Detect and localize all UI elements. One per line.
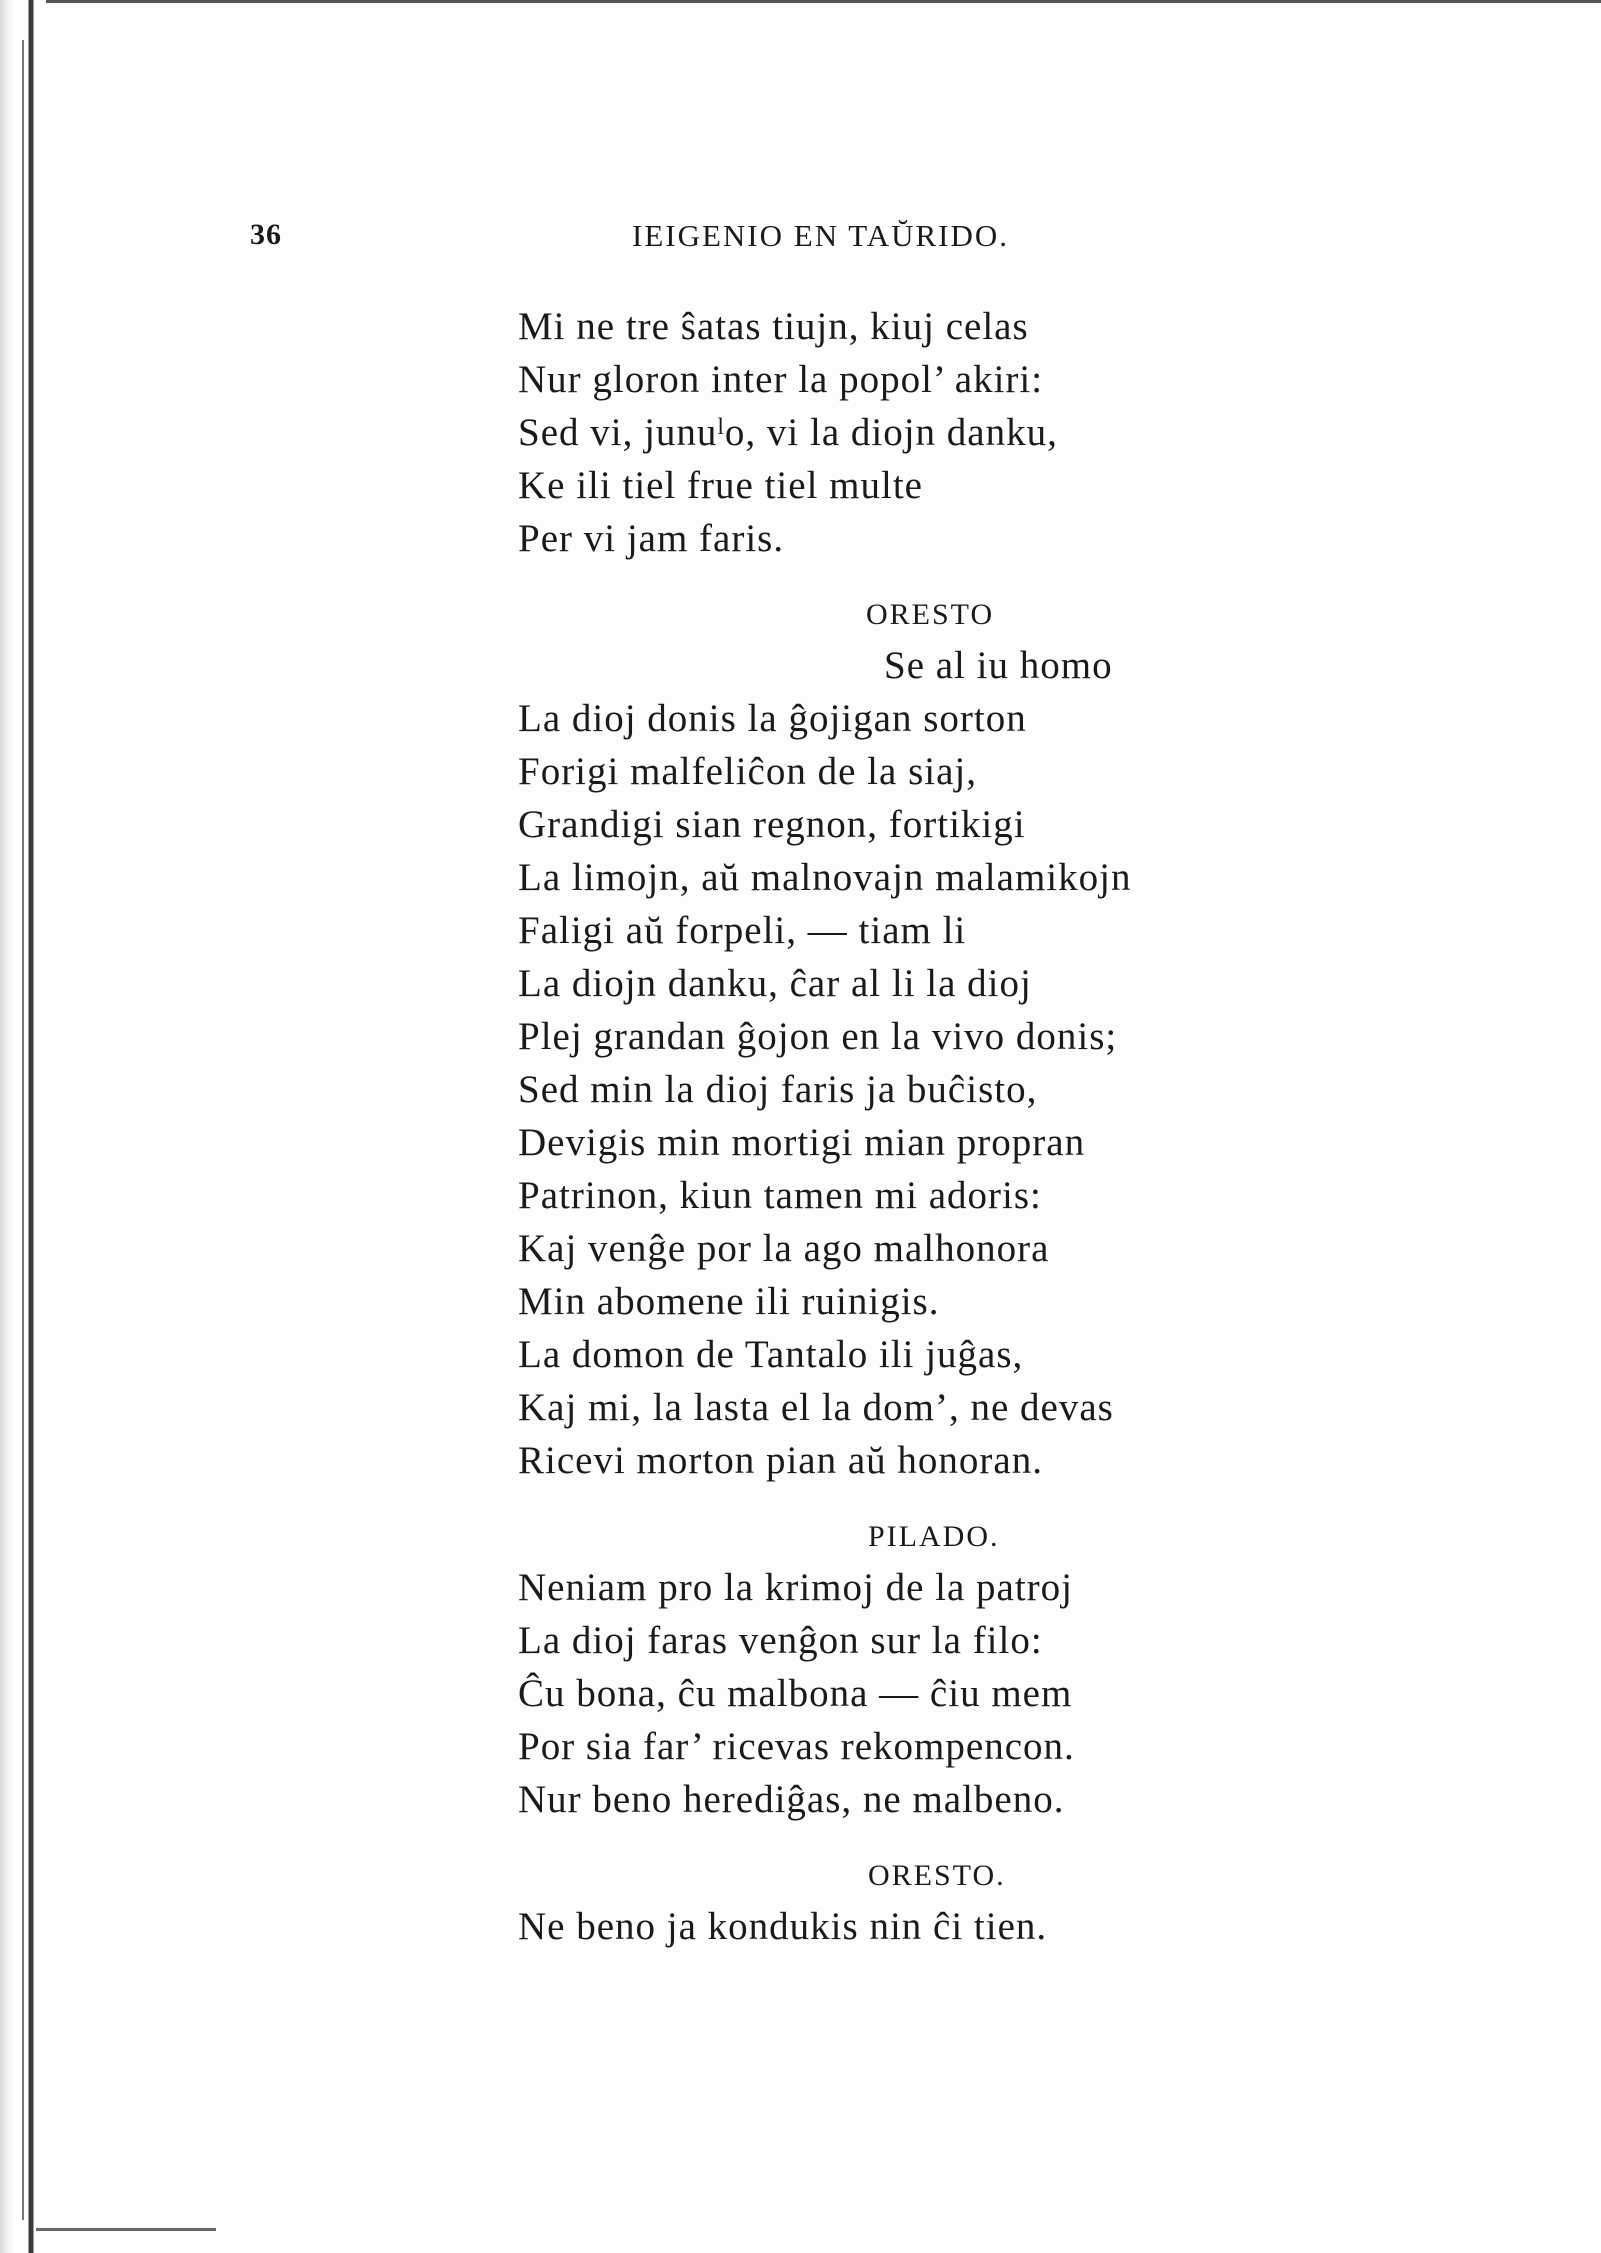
scan-edge-line xyxy=(22,40,24,2220)
page-number: 36 xyxy=(250,218,282,251)
verse-line: Per vi jam faris. xyxy=(518,517,785,560)
verse-line: Kaj venĝe por la ago malhonora xyxy=(518,1227,1050,1270)
verse-line: Ĉu bona, ĉu malbona — ĉiu mem xyxy=(518,1672,1073,1715)
speaker-name: PILADO. xyxy=(868,1520,1000,1553)
verse-line: Se al iu homo xyxy=(884,644,1113,687)
scan-edge-top xyxy=(0,0,1601,3)
verse-line: Kaj mi, la lasta el la dom’, ne devas xyxy=(518,1386,1114,1429)
verse-text xyxy=(518,300,1318,1953)
verse-line: Faligi aŭ forpeli, — tiam li xyxy=(518,909,967,952)
verse-line: La dioj faras venĝon sur la filo: xyxy=(518,1619,1043,1662)
verse-line: La dioj donis la ĝojigan sorton xyxy=(518,697,1027,740)
verse-line: La limojn, aŭ malnovajn malamikojn xyxy=(518,856,1132,899)
verse-line: Patrinon, kiun tamen mi adoris: xyxy=(518,1174,1042,1217)
verse-line: Devigis min mortigi mian propran xyxy=(518,1121,1086,1164)
verse-line: Nur beno herediĝas, ne malbeno. xyxy=(518,1778,1065,1821)
verse-line: Ne beno ja kondukis nin ĉi tien. xyxy=(518,1905,1048,1948)
verse-line: Sed min la dioj faris ja buĉisto, xyxy=(518,1068,1038,1111)
page-header xyxy=(0,218,1601,258)
verse-line: Ke ili tiel frue tiel multe xyxy=(518,464,923,507)
verse-line: Neniam pro la krimoj de la patroj xyxy=(518,1566,1074,1609)
verse-line: Mi ne tre ŝatas tiujn, kiuj celas xyxy=(518,305,1029,348)
verse-line: La diojn danku, ĉar al li la dioj xyxy=(518,962,1032,1005)
verse-line: Forigi malfeliĉon de la siaj, xyxy=(518,750,977,793)
verse-line: Ricevi morton pian aŭ honoran. xyxy=(518,1439,1043,1482)
verse-line: Grandigi sian regnon, fortikigi xyxy=(518,803,1026,846)
verse-line: Min abomene ili ruinigis. xyxy=(518,1280,940,1323)
speaker-name: ORESTO xyxy=(866,598,995,631)
scan-edge-bottom xyxy=(36,2228,216,2231)
verse-line: Por sia far’ ricevas rekompencon. xyxy=(518,1725,1075,1768)
verse-line: Sed vi, junuˡo, vi la diojn danku, xyxy=(518,411,1058,454)
verse-line: Nur gloron inter la popol’ akiri: xyxy=(518,358,1044,401)
verse-line: La domon de Tantalo ili juĝas, xyxy=(518,1333,1024,1376)
speaker-name: ORESTO. xyxy=(868,1859,1006,1892)
running-title: IEIGENIO EN TAŬRIDO. xyxy=(632,218,1010,253)
verse-line: Plej grandan ĝojon en la vivo donis; xyxy=(518,1015,1118,1058)
